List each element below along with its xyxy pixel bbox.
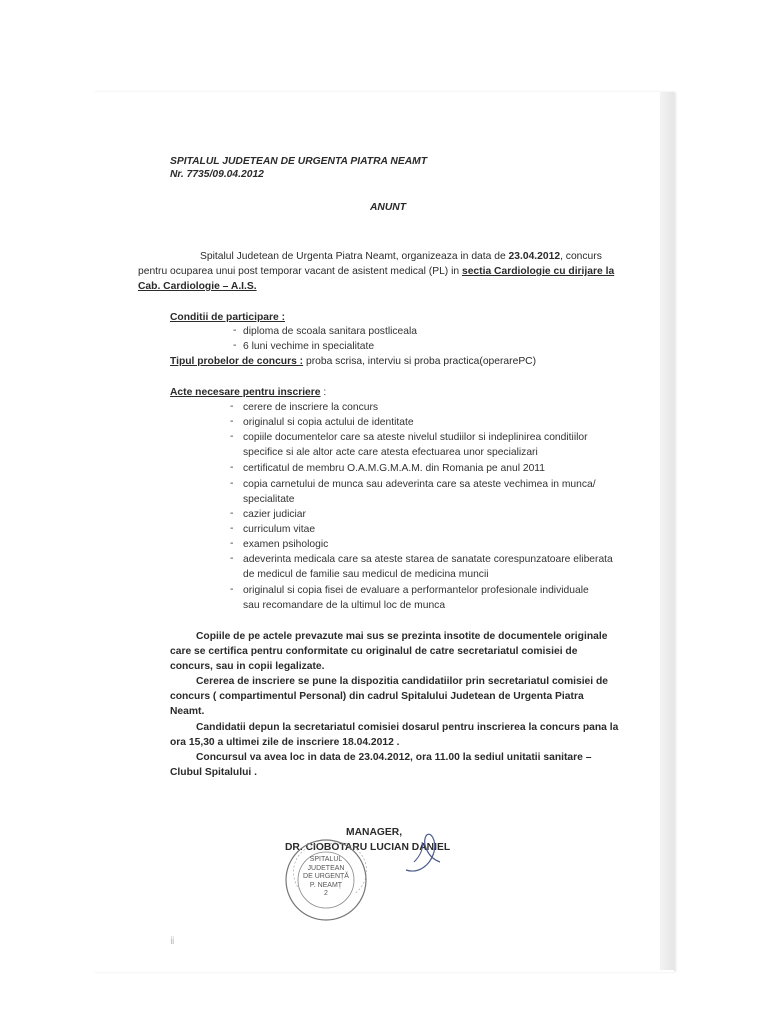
document-item-continued: sau recomandare de la ultimul loc de munca: [243, 600, 446, 611]
paragraph-3-line-2: ora 15,30 a ultimei zile de inscriere 18.04.2012 .: [170, 737, 400, 748]
document-number: Nr. 7735/09.04.2012: [170, 169, 264, 180]
paragraph-1-line-1: Copiile de pe actele prevazute mai sus se prezinta insotite de documentele originale: [196, 631, 608, 642]
bullet-dash: -: [230, 462, 234, 473]
paragraph-2-line-2: concurs ( compartimentul Personal) din cadrul Spitalului Judetean de Urgenta Piatra: [170, 691, 584, 702]
bullet-dash: -: [233, 325, 237, 336]
intro-line-2: [138, 265, 614, 278]
bullet-dash: -: [230, 416, 234, 427]
bullet-dash: -: [230, 478, 234, 489]
bullet-dash: -: [233, 340, 237, 351]
official-stamp: [282, 836, 370, 924]
signature-name: DR. CIOBOTARU LUCIAN DANIEL: [285, 842, 451, 853]
bullet-dash: -: [230, 508, 234, 519]
paragraph-2-line-1: Cererea de inscriere se pune la dispozitia candidatiilor prin secretariatul comisiei de: [196, 676, 609, 687]
document-item: cerere de inscriere la concurs: [243, 402, 379, 413]
bullet-dash: -: [230, 523, 234, 534]
bullet-dash: -: [230, 553, 234, 564]
conditions-heading: Conditii de participare :: [170, 312, 285, 323]
documents-heading-line: [170, 386, 326, 399]
paragraph-2-line-3: Neamt.: [170, 706, 205, 717]
bullet-dash: -: [230, 584, 234, 595]
document-item: cazier judiciar: [243, 509, 306, 520]
stamp-line: DE URGENȚĂ: [303, 873, 349, 880]
document-item-continued: specialitate: [243, 494, 295, 505]
scan-artifact: ⅱ: [170, 936, 175, 947]
handwritten-signature: [400, 822, 452, 880]
contest-date: 23.04.2012: [508, 251, 561, 262]
condition-item: 6 luni vechime in specialitate: [243, 341, 375, 352]
documents-heading: Acte necesare pentru inscriere: [170, 387, 321, 398]
document-item-continued: specifice si ale altor acte care atesta efectuarea unor specializari: [243, 447, 538, 458]
document-item: copiile documentelor care sa ateste nivelul studiilor si indeplinirea conditiilor: [243, 432, 588, 443]
signature-role: MANAGER,: [346, 827, 403, 838]
exam-type-label: Tipul probelor de concurs :: [170, 356, 304, 367]
document-item: curriculum vitae: [243, 524, 316, 535]
intro-text: , concurs: [560, 251, 602, 262]
condition-item: diploma de scoala sanitara postliceala: [243, 326, 418, 337]
document-item: certificatul de membru O.A.M.G.M.A.M. din Romania pe anul 2011: [243, 463, 545, 474]
stamp-line: JUDETEAN: [307, 864, 345, 872]
document-item: examen psihologic: [243, 539, 329, 550]
exam-type-value: proba scrisa, interviu si proba practica(operarePC): [303, 356, 537, 367]
stamp-line: SPITALUL: [309, 856, 343, 863]
documents-heading-suffix: :: [320, 387, 327, 398]
stamp-text: [296, 856, 356, 899]
document-item: copia carnetului de munca sau adeverinta care sa ateste vechimea in munca/: [243, 479, 596, 490]
exam-type-line: [170, 355, 536, 368]
paragraph-1-line-2: care se certifica pentru conformitate cu originalul de catre secretariatul comisiei de: [170, 646, 578, 657]
intro-text: pentru ocuparea unui post temporar vacant de asistent medical (PL) in: [138, 266, 462, 277]
paragraph-3-line-1: Candidatii depun la secretariatul comisiei dosarul pentru inscrierea la concurs pana la: [196, 722, 619, 733]
document-item: originalul si copia actului de identitate: [243, 417, 414, 428]
document-title: ANUNT: [370, 202, 407, 213]
intro-line-1: [200, 250, 602, 263]
bullet-dash: -: [230, 431, 234, 442]
document-item: adeverinta medicala care sa ateste starea de sanatate corespunzatoare eliberata: [243, 554, 613, 565]
department-name: sectia Cardiologie cu dirijare la: [461, 266, 615, 277]
hospital-name: SPITALUL JUDETEAN DE URGENTA PIATRA NEAMT: [170, 156, 428, 167]
intro-text: Spitalul Judetean de Urgenta Piatra Neamt, organizeaza in data de: [200, 251, 509, 262]
paragraph-1-line-3: concurs, sau in copii legalizate.: [170, 661, 325, 672]
document-item-continued: de medicul de familie sau medicul de medicina muncii: [243, 569, 489, 580]
stamp-line: 2: [324, 890, 328, 897]
stamp-line: P. NEAMȚ: [309, 881, 343, 889]
bullet-dash: -: [230, 538, 234, 549]
bullet-dash: -: [230, 401, 234, 412]
paragraph-4-line-2: Clubul Spitalului .: [170, 767, 257, 778]
document-item: originalul si copia fisei de evaluare a performantelor profesionale individuale: [243, 585, 589, 596]
paragraph-4-line-1: Concursul va avea loc in data de 23.04.2012, ora 11.00 la sediul unitatii sanitare –: [196, 752, 592, 763]
intro-line-3: Cab. Cardiologie – A.I.S.: [138, 281, 257, 292]
